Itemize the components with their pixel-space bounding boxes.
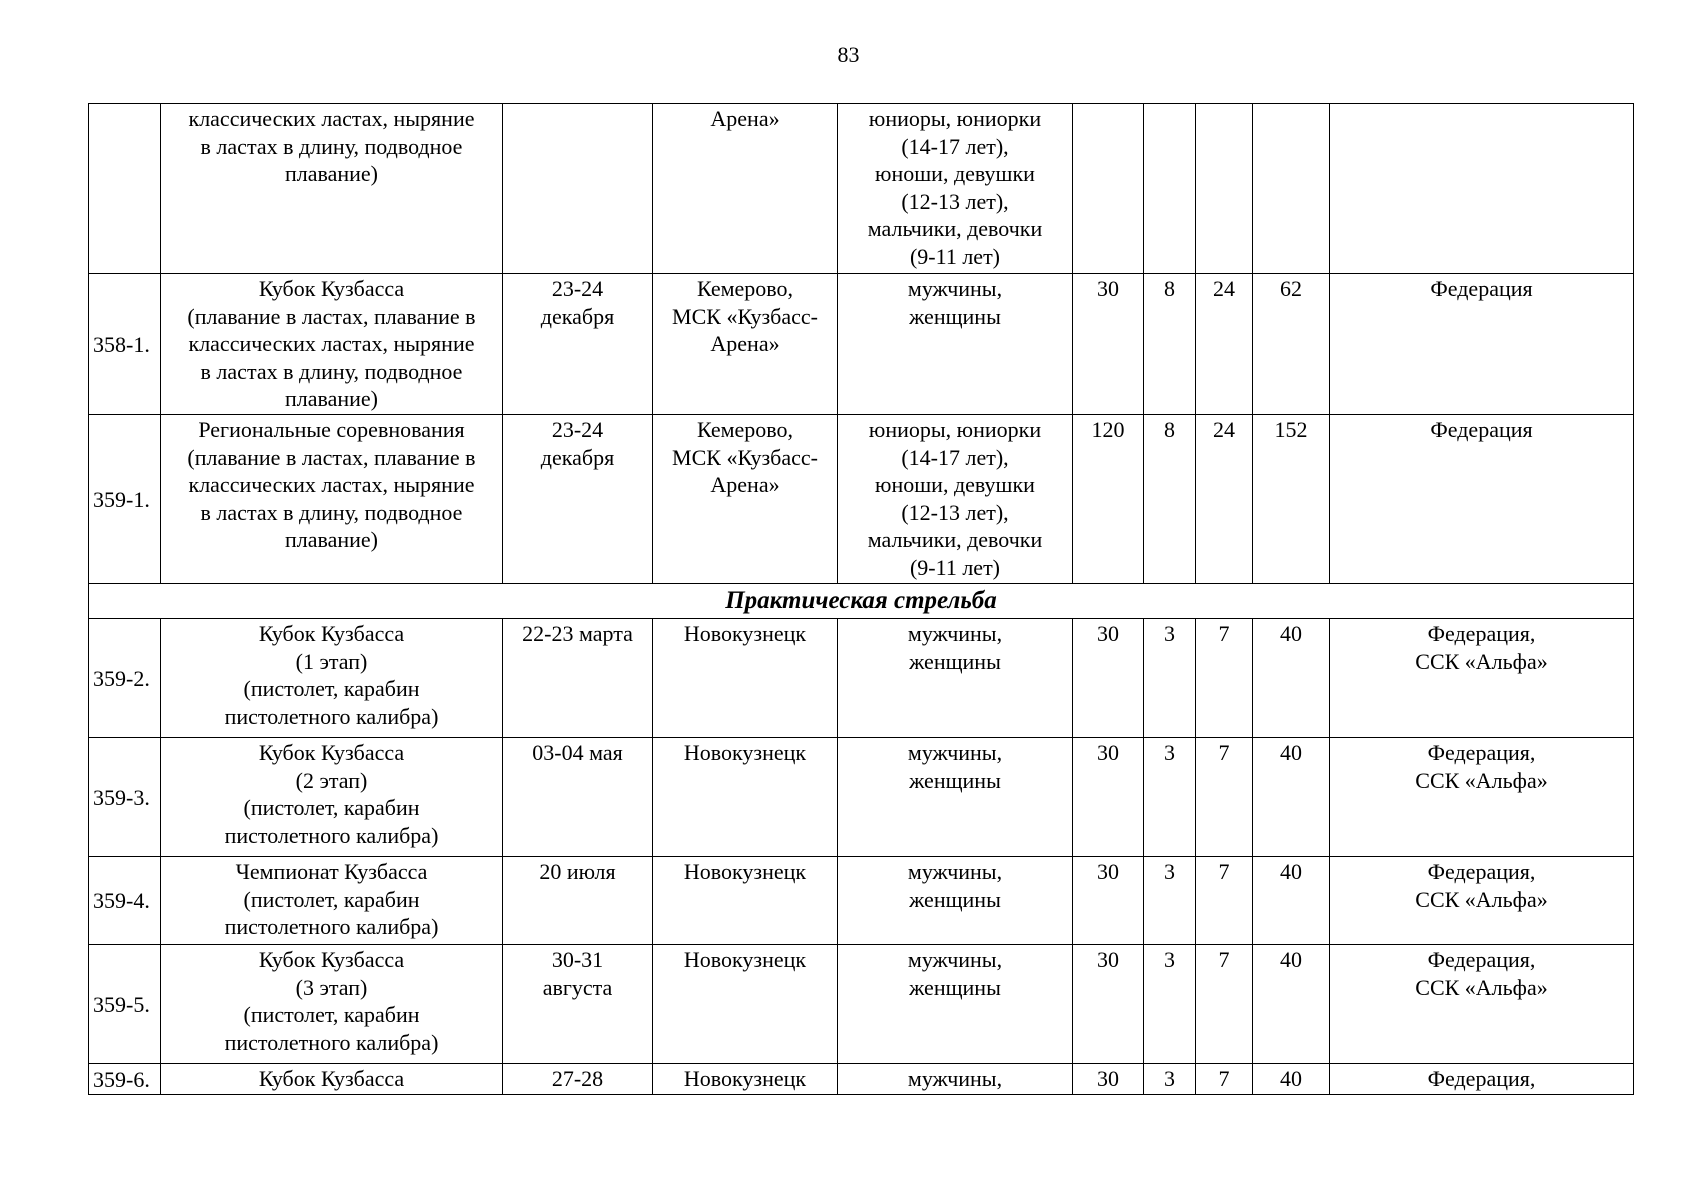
event-name: Региональные соревнования (плавание в ластах, плавание в классических ластах, ныряние в ластах в длину, подводное плавание) (161, 415, 503, 584)
table-row (89, 619, 1634, 738)
count-1: 30 (1073, 1064, 1144, 1095)
event-name: классических ластах, ныряние в ластах в длину, подводное плавание) (161, 104, 503, 274)
table-row (89, 945, 1634, 1064)
count-3: 24 (1196, 415, 1253, 584)
count-3: 24 (1196, 274, 1253, 415)
table-row (89, 104, 1634, 274)
count-2 (1144, 104, 1196, 274)
event-participants: юниоры, юниорки (14-17 лет), юноши, девушки (12-13 лет), мальчики, девочки (9-11 лет) (838, 104, 1073, 274)
count-2: 3 (1144, 738, 1196, 857)
event-organizer: Федерация, ССК «Альфа» (1330, 945, 1634, 1064)
event-date: 30-31 августа (503, 945, 653, 1064)
count-total: 40 (1253, 945, 1330, 1064)
event-name: Кубок Кузбасса (плавание в ластах, плавание в классических ластах, ныряние в ластах в длину, подводное плавание) (161, 274, 503, 415)
event-venue: Новокузнецк (653, 738, 838, 857)
count-3 (1196, 104, 1253, 274)
count-2: 8 (1144, 274, 1196, 415)
event-venue: Арена» (653, 104, 838, 274)
event-participants: мужчины, женщины (838, 738, 1073, 857)
count-1: 120 (1073, 415, 1144, 584)
event-participants: мужчины, женщины (838, 619, 1073, 738)
table-row (89, 415, 1634, 584)
count-3: 7 (1196, 857, 1253, 945)
count-1: 30 (1073, 945, 1144, 1064)
event-venue: Кемерово, МСК «Кузбасс- Арена» (653, 274, 838, 415)
event-name: Кубок Кузбасса (3 этап) (пистолет, карабин пистолетного калибра) (161, 945, 503, 1064)
count-total: 40 (1253, 1064, 1330, 1095)
event-participants: мужчины, женщины (838, 857, 1073, 945)
event-name: Кубок Кузбасса (1 этап) (пистолет, карабин пистолетного калибра) (161, 619, 503, 738)
count-1: 30 (1073, 857, 1144, 945)
event-participants: юниоры, юниорки (14-17 лет), юноши, девушки (12-13 лет), мальчики, девочки (9-11 лет) (838, 415, 1073, 584)
event-participants: мужчины, (838, 1064, 1073, 1095)
count-total: 152 (1253, 415, 1330, 584)
page-number: 83 (837, 42, 860, 67)
count-total: 40 (1253, 619, 1330, 738)
count-total: 40 (1253, 857, 1330, 945)
event-number: 359-2. (89, 619, 161, 738)
count-1: 30 (1073, 619, 1144, 738)
count-3: 7 (1196, 945, 1253, 1064)
event-organizer (1330, 104, 1634, 274)
event-organizer: Федерация (1330, 274, 1634, 415)
event-organizer: Федерация, ССК «Альфа» (1330, 738, 1634, 857)
event-organizer: Федерация, ССК «Альфа» (1330, 857, 1634, 945)
event-venue: Новокузнецк (653, 619, 838, 738)
event-number: 359-6. (89, 1064, 161, 1095)
count-2: 3 (1144, 857, 1196, 945)
section-header-row (89, 584, 1634, 619)
event-number: 358-1. (89, 274, 161, 415)
event-organizer: Федерация, (1330, 1064, 1634, 1095)
section-title: Практическая стрельба (89, 584, 1634, 619)
event-date: 23-24 декабря (503, 415, 653, 584)
count-1: 30 (1073, 738, 1144, 857)
event-date (503, 104, 653, 274)
event-venue: Новокузнецк (653, 945, 838, 1064)
event-number (89, 104, 161, 274)
count-1 (1073, 104, 1144, 274)
table-row (89, 857, 1634, 945)
table-row (89, 1064, 1634, 1095)
count-2: 3 (1144, 1064, 1196, 1095)
event-organizer: Федерация (1330, 415, 1634, 584)
event-number: 359-4. (89, 857, 161, 945)
count-3: 7 (1196, 619, 1253, 738)
event-number: 359-5. (89, 945, 161, 1064)
event-name: Чемпионат Кузбасса (пистолет, карабин пистолетного калибра) (161, 857, 503, 945)
event-date: 03-04 мая (503, 738, 653, 857)
event-name: Кубок Кузбасса (2 этап) (пистолет, карабин пистолетного калибра) (161, 738, 503, 857)
count-2: 3 (1144, 945, 1196, 1064)
count-2: 8 (1144, 415, 1196, 584)
event-date: 22-23 марта (503, 619, 653, 738)
event-number: 359-1. (89, 415, 161, 584)
events-table (88, 103, 1634, 1095)
event-participants: мужчины, женщины (838, 274, 1073, 415)
count-total: 40 (1253, 738, 1330, 857)
event-number: 359-3. (89, 738, 161, 857)
event-organizer: Федерация, ССК «Альфа» (1330, 619, 1634, 738)
event-date: 27-28 (503, 1064, 653, 1095)
count-1: 30 (1073, 274, 1144, 415)
event-date: 20 июля (503, 857, 653, 945)
count-3: 7 (1196, 738, 1253, 857)
event-participants: мужчины, женщины (838, 945, 1073, 1064)
event-date: 23-24 декабря (503, 274, 653, 415)
count-2: 3 (1144, 619, 1196, 738)
count-total: 62 (1253, 274, 1330, 415)
event-venue: Новокузнецк (653, 1064, 838, 1095)
count-total (1253, 104, 1330, 274)
table-row (89, 274, 1634, 415)
count-3: 7 (1196, 1064, 1253, 1095)
event-venue: Новокузнецк (653, 857, 838, 945)
table-row (89, 738, 1634, 857)
event-name: Кубок Кузбасса (161, 1064, 503, 1095)
event-venue: Кемерово, МСК «Кузбасс- Арена» (653, 415, 838, 584)
